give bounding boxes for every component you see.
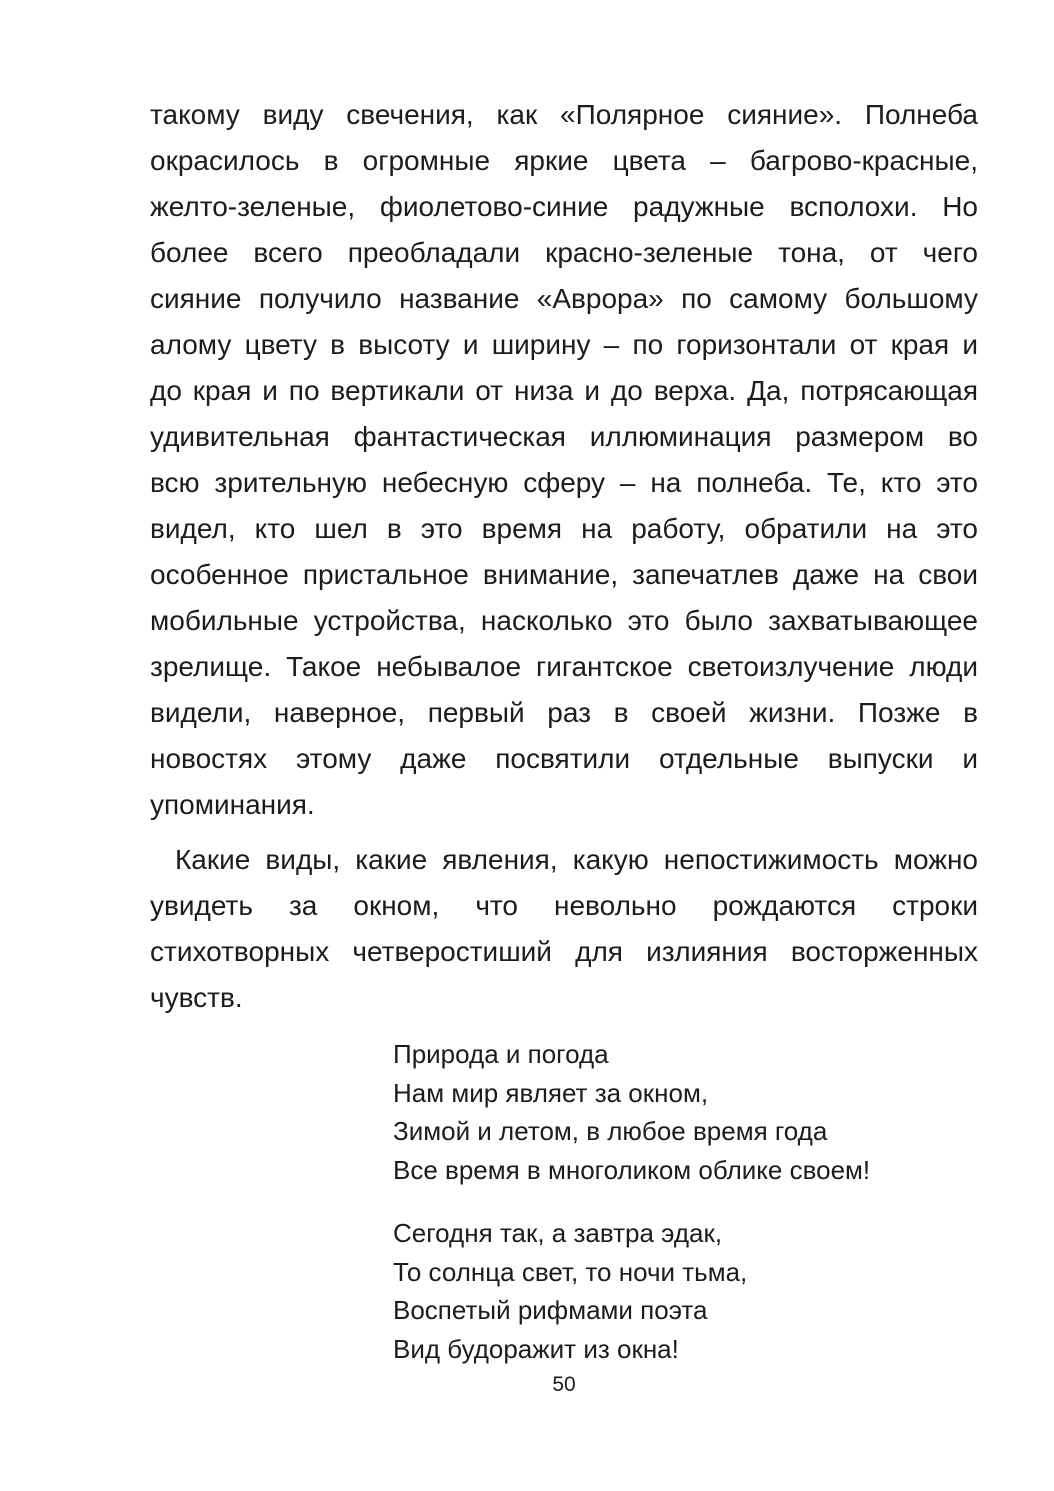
text-line: видели, наверное, первый раз в своей жизни. Позже в [150, 697, 978, 728]
text-line: Сегодня так, а завтра эдак, [393, 1217, 723, 1248]
poem-block [393, 1035, 978, 1369]
text-line: всю зрительную небесную сферу – на полнеба. Те, кто это [150, 467, 978, 498]
text-line: более всего преобладали красно-зеленые тона, от чего [150, 237, 978, 268]
text-line: видел, кто шел в это время на работу, обратили на это [150, 513, 978, 544]
text-line: Зимой и летом, в любое время года [393, 1116, 828, 1147]
text-line: особенное пристальное внимание, запечатлев даже на свои [150, 559, 978, 590]
text-line: окрасилось в огромные яркие цвета – багрово-красные, [150, 145, 978, 176]
text-line: чувств. [150, 982, 243, 1013]
text-line: такому виду свечения, как «Полярное сияние». Полнеба [150, 99, 978, 130]
text-line: зрелище. Такое небывалое гигантское светоизлучение люди [150, 651, 978, 682]
paragraph-aurora-description [150, 92, 978, 828]
text-line: увидеть за окном, что невольно рождаются строки [150, 890, 978, 921]
text-line: То солнца свет, то ночи тьма, [393, 1256, 748, 1287]
text-line: алому цвету в высоту и ширину – по горизонтали от края и [150, 329, 978, 360]
text-line: Все время в многоликом облике своем! [393, 1155, 871, 1186]
text-column [150, 92, 978, 1369]
text-line: новостях этому даже посвятили отдельные выпуски и [150, 743, 978, 774]
text-line: упоминания. [150, 789, 315, 820]
text-line: Воспетый рифмами поэта [393, 1295, 708, 1326]
page-number: 50 [552, 1373, 576, 1396]
paragraph-window-views [150, 837, 978, 1021]
text-line: Вид будоражит из окна! [393, 1333, 679, 1364]
poem-stanza-2 [393, 1214, 978, 1369]
poem-stanza-1 [393, 1035, 978, 1190]
text-line: мобильные устройства, насколько это было захватывающее [150, 605, 978, 636]
text-line: стихотворных четверостиший для излияния восторженных [150, 936, 978, 967]
text-line: Какие виды, какие явления, какую непостижимость можно [175, 844, 978, 875]
text-line: Нам мир являет за окном, [393, 1077, 709, 1108]
text-line: желто-зеленые, фиолетово-синие радужные всполохи. Но [150, 191, 978, 222]
text-line: Природа и погода [393, 1039, 609, 1069]
text-line: удивительная фантастическая иллюминация размером во [150, 421, 978, 452]
text-line: до края и по вертикали от низа и до верха. Да, потрясающая [150, 375, 978, 406]
text-line: сияние получило название «Аврора» по самому большому [150, 283, 978, 314]
